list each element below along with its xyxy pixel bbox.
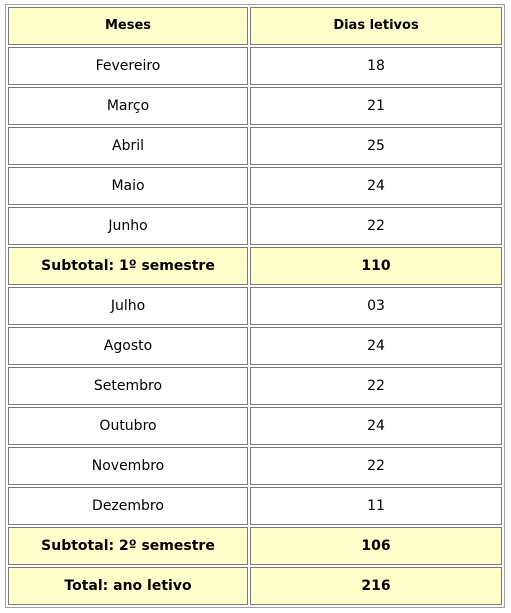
days-cell: 11 bbox=[250, 487, 502, 525]
month-cell: Junho bbox=[8, 207, 248, 245]
table-row bbox=[8, 207, 502, 245]
table-row bbox=[8, 447, 502, 485]
days-cell: 25 bbox=[250, 127, 502, 165]
subtotal-label: Subtotal: 2º semestre bbox=[8, 527, 248, 565]
month-cell: Dezembro bbox=[8, 487, 248, 525]
table-row bbox=[8, 367, 502, 405]
school-days-table-container bbox=[5, 4, 505, 608]
table-row bbox=[8, 487, 502, 525]
school-days-table bbox=[5, 4, 505, 608]
month-cell: Abril bbox=[8, 127, 248, 165]
table-row bbox=[8, 47, 502, 85]
table-row bbox=[8, 127, 502, 165]
total-value: 216 bbox=[250, 567, 502, 605]
table-row bbox=[8, 287, 502, 325]
days-cell: 18 bbox=[250, 47, 502, 85]
subtotal-value: 110 bbox=[250, 247, 502, 285]
month-cell: Julho bbox=[8, 287, 248, 325]
month-cell: Fevereiro bbox=[8, 47, 248, 85]
days-cell: 24 bbox=[250, 407, 502, 445]
header-months: Meses bbox=[8, 7, 248, 45]
table-row bbox=[8, 407, 502, 445]
days-cell: 22 bbox=[250, 367, 502, 405]
subtotal-value: 106 bbox=[250, 527, 502, 565]
days-cell: 22 bbox=[250, 207, 502, 245]
subtotal-row-first-semester bbox=[8, 247, 502, 285]
month-cell: Março bbox=[8, 87, 248, 125]
table-body bbox=[8, 47, 502, 605]
subtotal-label: Subtotal: 1º semestre bbox=[8, 247, 248, 285]
days-cell: 03 bbox=[250, 287, 502, 325]
month-cell: Setembro bbox=[8, 367, 248, 405]
month-cell: Outubro bbox=[8, 407, 248, 445]
month-cell: Agosto bbox=[8, 327, 248, 365]
table-header bbox=[8, 7, 502, 45]
header-school-days: Dias letivos bbox=[250, 7, 502, 45]
table-row bbox=[8, 87, 502, 125]
table-row bbox=[8, 327, 502, 365]
days-cell: 22 bbox=[250, 447, 502, 485]
header-row bbox=[8, 7, 502, 45]
total-label: Total: ano letivo bbox=[8, 567, 248, 605]
total-row-school-year bbox=[8, 567, 502, 605]
table-row bbox=[8, 167, 502, 205]
month-cell: Novembro bbox=[8, 447, 248, 485]
days-cell: 21 bbox=[250, 87, 502, 125]
days-cell: 24 bbox=[250, 327, 502, 365]
days-cell: 24 bbox=[250, 167, 502, 205]
subtotal-row-second-semester bbox=[8, 527, 502, 565]
month-cell: Maio bbox=[8, 167, 248, 205]
